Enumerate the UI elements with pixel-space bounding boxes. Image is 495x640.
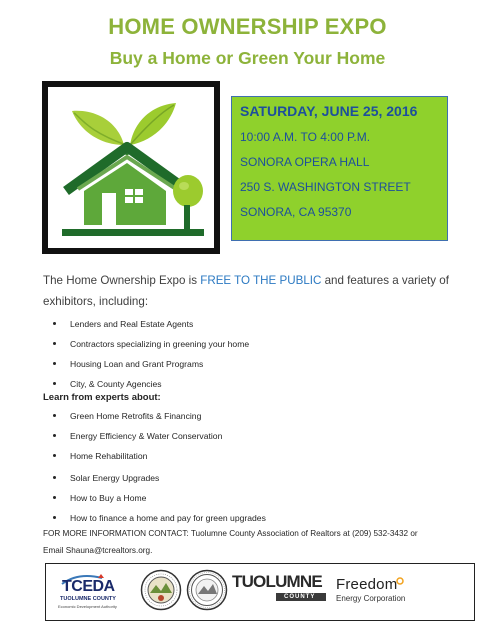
tceda-logo: [58, 570, 136, 614]
green-home-logo: [42, 81, 220, 254]
sponsor-logos: [45, 563, 475, 621]
list-item: Contractors specializing in greening your home: [48, 338, 448, 358]
list-item: Home Rehabilitation: [48, 450, 448, 470]
list-item: How to finance a home and pay for green upgrades: [48, 512, 448, 532]
topic-list-b: [48, 472, 448, 532]
contact-line: FOR MORE INFORMATION CONTACT: Tuolumne County Association of Realtors at (209) 532-3432 or: [43, 529, 418, 538]
list-item: Housing Loan and Grant Programs: [48, 358, 448, 378]
list-item: Lenders and Real Estate Agents: [48, 318, 448, 338]
event-street: 250 S. WASHINGTON STREET: [240, 180, 411, 194]
expo-subtitle: Buy a Home or Green Your Home: [109, 48, 386, 68]
tuolumne-county: COUNTY: [284, 594, 316, 600]
exhibitor-list: [48, 318, 448, 398]
freedom-name: Freedom: [336, 576, 398, 593]
event-time: 10:00 A.M. TO 4:00 P.M.: [240, 130, 371, 144]
county-seal-icon: [186, 569, 228, 611]
contact-email: Email Shauna@tcrealtors.org.: [43, 546, 153, 555]
topic-list-a: [48, 410, 448, 470]
list-item: City, & County Agencies: [48, 378, 448, 398]
freedom-sub: Energy Corporation: [336, 594, 406, 603]
city-seal-icon: [140, 569, 182, 611]
list-item: How to Buy a Home: [48, 492, 448, 512]
freedom-energy-logo: [336, 576, 456, 610]
list-item: Solar Energy Upgrades: [48, 472, 448, 492]
intro-paragraph: [43, 270, 463, 312]
tceda-name: TCEDA: [62, 578, 115, 595]
tuolumne-logo: [232, 572, 326, 612]
learn-heading: Learn from experts about:: [43, 392, 161, 403]
free-to-public: FREE TO THE PUBLIC: [200, 274, 322, 287]
list-item: Green Home Retrofits & Financing: [48, 410, 448, 430]
sun-icon: [394, 574, 406, 586]
intro-text-start: The Home Ownership Expo is: [43, 274, 201, 287]
tceda-authority: Economic Development Authority: [58, 604, 117, 609]
event-date: SATURDAY, JUNE 25, 2016: [240, 103, 418, 119]
tuolumne-name: TUOLUMNE: [232, 572, 322, 591]
event-details-box: [231, 96, 448, 241]
list-item: Energy Efficiency & Water Conservation: [48, 430, 448, 450]
intro-text-end: and features a variety of exhibitors, including:: [43, 274, 449, 308]
tceda-county: TUOLUMNE COUNTY: [60, 596, 116, 602]
house-leaf-icon: [48, 87, 214, 248]
event-venue: SONORA OPERA HALL: [240, 155, 370, 169]
contact-info: [43, 525, 473, 559]
county-seal: [186, 569, 228, 611]
sonora-seal: [140, 569, 182, 611]
expo-title: HOME OWNERSHIP EXPO: [108, 14, 387, 39]
event-city: SONORA, CA 95370: [240, 205, 352, 219]
